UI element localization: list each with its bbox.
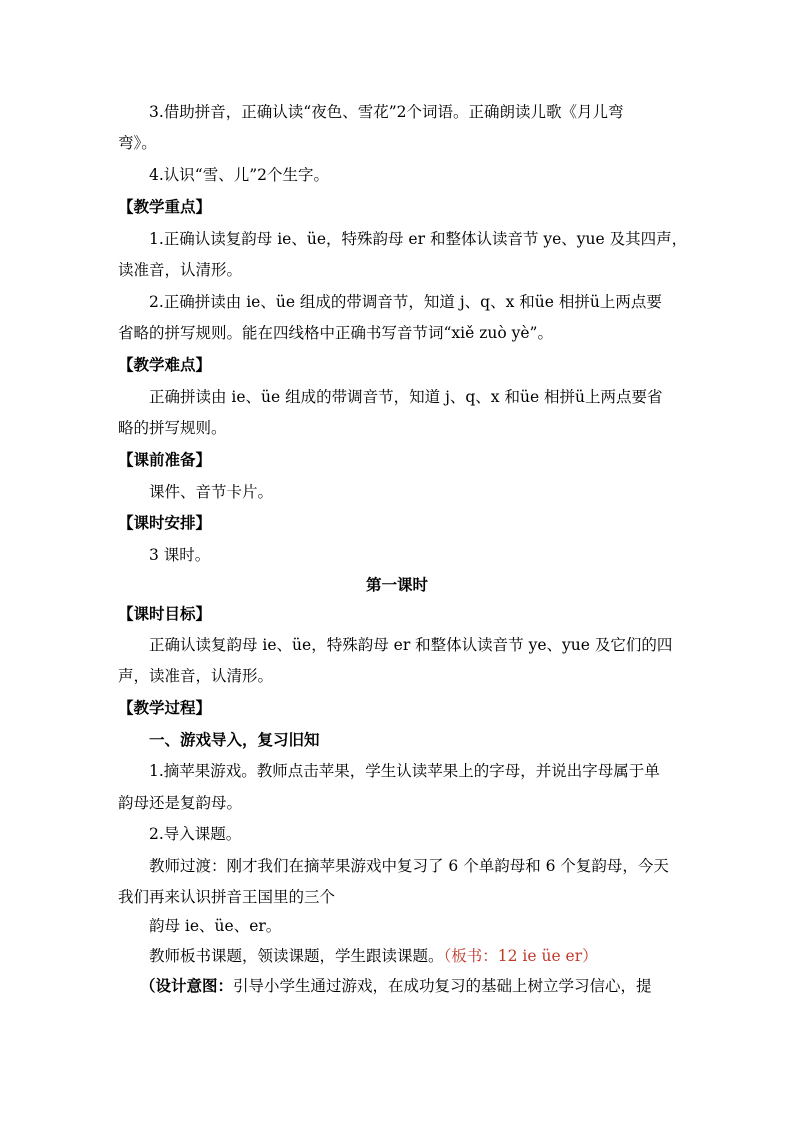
blackboard-line: [149, 945, 598, 967]
transition-line-1: 教师过渡：刚才我们在摘苹果游戏中复习了 6 个单韵母和 6 个复韵母，今天: [149, 857, 669, 875]
lesson-goal-line-1: 正确认读复韵母 ie、üe，特殊韵母 er 和整体认读音节 ye、yue 及它们的四: [149, 636, 673, 654]
key-point-2-line-2: 省略的拼写规则。能在四线格中正确书写音节词“xiě zuò yè”。: [118, 324, 553, 342]
design-intent-label: （设计意图：: [140, 976, 234, 995]
design-intent-text: 引导小学生通过游戏，在成功复习的基础上树立学习信心，提: [233, 977, 652, 995]
objective-3-line-2: 弯》。: [118, 134, 157, 152]
key-point-1-line-2: 读准音，认清形。: [118, 261, 243, 279]
heading-key-points: 【教学重点】: [118, 197, 212, 216]
preparation-text: 课件、音节卡片。: [149, 483, 274, 501]
transition-line-3: 韵母 ie、üe、er。: [149, 917, 282, 935]
step-1-line-1: 1.摘苹果游戏。教师点击苹果，学生认读苹果上的字母，并说出字母属于单: [149, 762, 660, 780]
heading-difficulties: 【教学难点】: [118, 355, 212, 374]
heading-lesson-goals: 【课时目标】: [118, 604, 212, 623]
blackboard-title: （板书：12 ie üe er）: [443, 947, 598, 965]
difficulty-line-2: 略的拼写规则。: [118, 419, 227, 437]
lesson-title: 第一课时: [365, 575, 428, 594]
schedule-text: 3 课时。: [149, 546, 211, 564]
design-intent-line: [140, 975, 652, 997]
section-1-title: 一、游戏导入，复习旧知: [149, 730, 320, 749]
difficulty-line-1: 正确拼读由 ie、üe 组成的带调音节，知道 j、q、x 和üe 相拼ü上两点要省: [149, 388, 663, 406]
heading-preparation: 【课前准备】: [118, 450, 212, 469]
objective-4: 4.认识“雪、儿”2个生字。: [149, 166, 329, 184]
lesson-goal-line-2: 声，读准音，认清形。: [118, 667, 274, 685]
heading-schedule: 【课时安排】: [118, 513, 212, 532]
key-point-2-line-1: 2.正确拼读由 ie、üe 组成的带调音节，知道 j、q、x 和üe 相拼ü上两点要: [149, 293, 662, 311]
heading-process: 【教学过程】: [118, 698, 212, 717]
key-point-1-line-1: 1.正确认读复韵母 ie、üe，特殊韵母 er 和整体认读音节 ye、yue 及其四声，: [149, 230, 688, 248]
objective-3-line-1: 3.借助拼音，正确认读“夜色、雪花”2个词语。正确朗读儿歌《月儿弯: [149, 103, 624, 121]
transition-line-2: 我们再来认识拼音王国里的三个: [118, 888, 336, 906]
step-1-line-2: 韵母还是复韵母。: [118, 794, 243, 812]
blackboard-instruction: 教师板书课题，领读课题，学生跟读课题。: [149, 947, 444, 965]
step-2: 2.导入课题。: [149, 825, 242, 843]
